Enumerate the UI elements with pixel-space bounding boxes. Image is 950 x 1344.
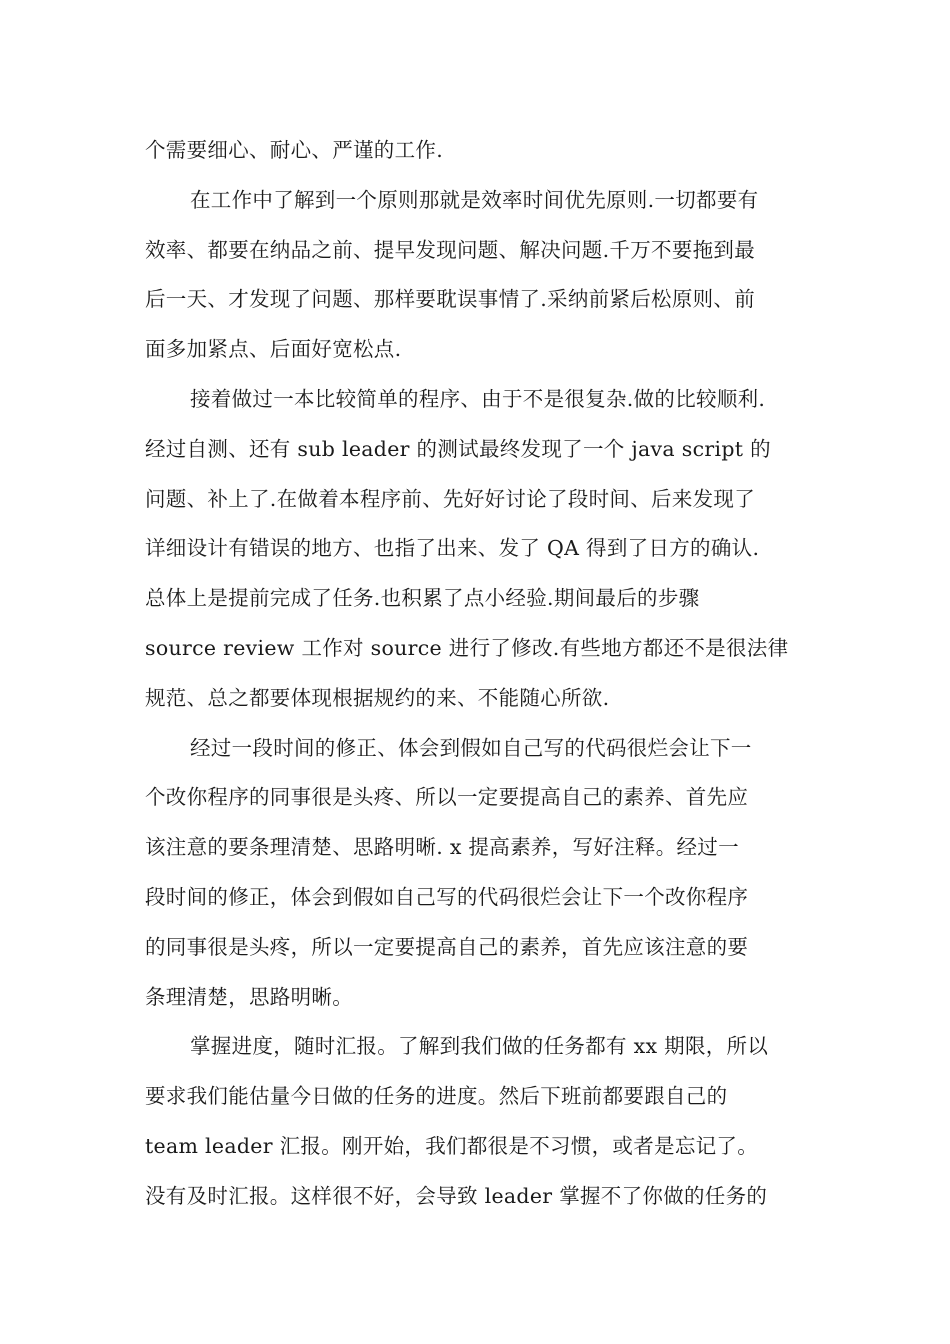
text-line: 问题、补上了.在做着本程序前、先好好讨论了段时间、后来发现了	[145, 486, 756, 511]
text-line: 没有及时汇报。这样很不好，会导致 leader 掌握不了你做的任务的	[145, 1183, 768, 1208]
text-line: 在工作中了解到一个原则那就是效率时间优先原则.一切都要有	[190, 187, 759, 212]
text-line: 掌握进度，随时汇报。了解到我们做的任务都有 xx 期限，所以	[190, 1034, 769, 1059]
text-line: 条理清楚，思路明晰。	[145, 984, 353, 1009]
text-line: 效率、都要在纳品之前、提早发现问题、解决问题.千万不要拖到最	[145, 237, 756, 262]
text-line: 经过一段时间的修正、体会到假如自己写的代码很烂会让下一	[190, 735, 752, 760]
text-line: 个需要细心、耐心、严谨的工作.	[145, 138, 444, 162]
text-line: 详细设计有错误的地方、也指了出来、发了 QA 得到了日方的确认.	[145, 536, 760, 561]
text-line: 面多加紧点、后面好宽松点.	[145, 337, 402, 362]
text-line: 要求我们能估量今日做的任务的进度。然后下班前都要跟自己的	[145, 1084, 728, 1109]
text-line: 规范、总之都要体现根据规约的来、不能随心所欲.	[145, 685, 610, 710]
text-line: 个改你程序的同事很是头疼、所以一定要提高自己的素养、首先应	[145, 785, 749, 810]
text-line: 经过自测、还有 sub leader 的测试最终发现了一个 java script 的	[145, 436, 771, 461]
text-line: 该注意的要条理清楚、思路明晰. x 提高素养，写好注释。经过一	[145, 835, 739, 860]
text-line: team leader 汇报。刚开始，我们都很是不习惯，或者是忘记了。	[145, 1133, 759, 1158]
text-line: 总体上是提前完成了任务.也积累了点小经验.期间最后的步骤	[145, 586, 700, 611]
text-line: 后一天、才发现了问题、那样要耽误事情了.采纳前紧后松原则、前	[145, 287, 756, 312]
text-line: 的同事很是头疼，所以一定要提高自己的素养，首先应该注意的要	[145, 934, 749, 959]
text-line: 段时间的修正，体会到假如自己写的代码很烂会让下一个改你程序	[145, 884, 749, 909]
text-line: 接着做过一本比较简单的程序、由于不是很复杂.做的比较顺利.	[190, 386, 766, 411]
document-body	[145, 126, 810, 1222]
text-line: source review 工作对 source 进行了修改.有些地方都还不是很法律	[145, 635, 789, 660]
